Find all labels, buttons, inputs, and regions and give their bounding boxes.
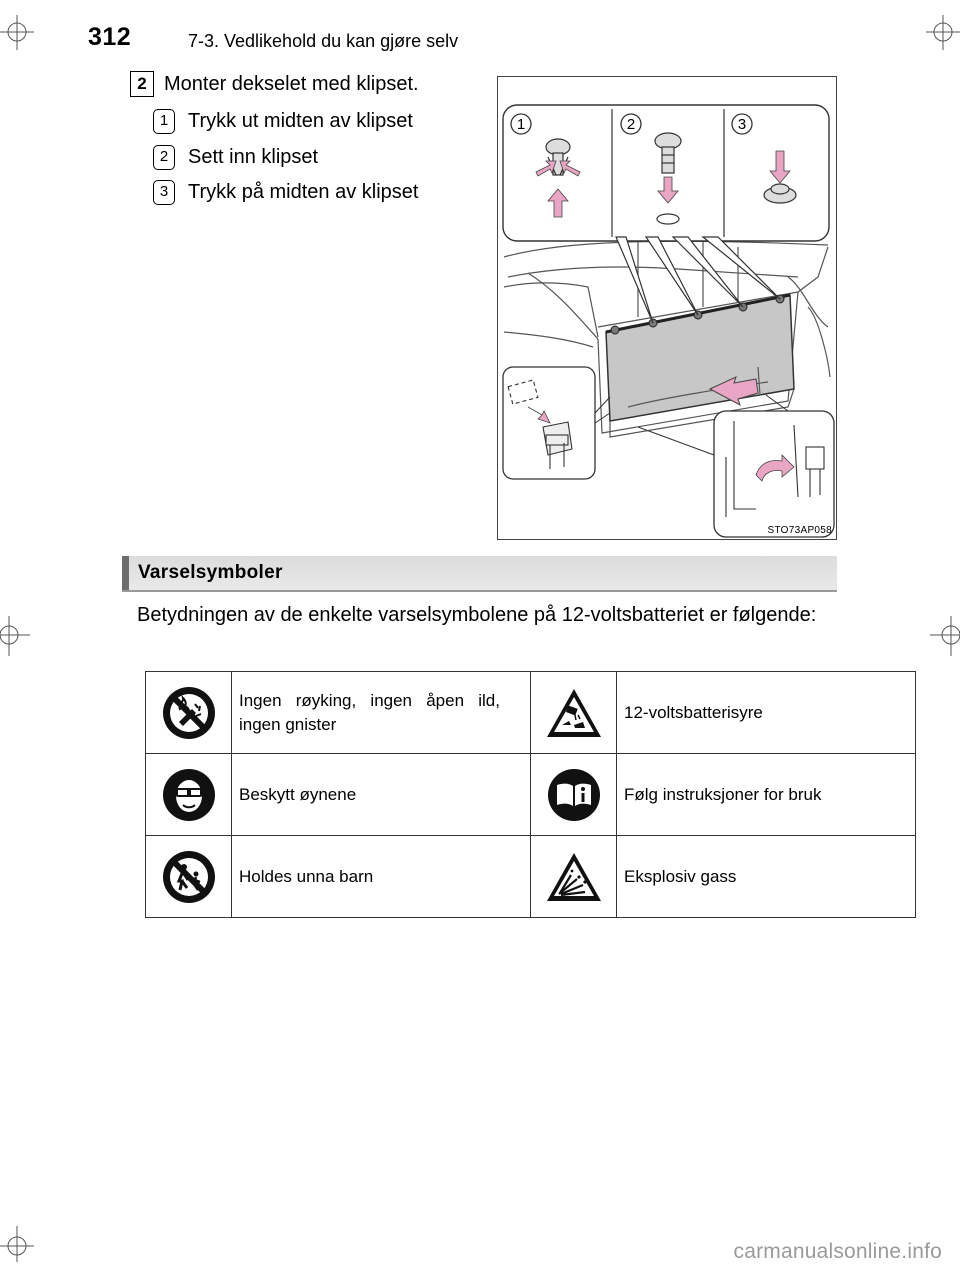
substep-number: 1: [153, 109, 175, 134]
symbol-cell: [146, 672, 232, 754]
clip-installation-illustration: [497, 76, 837, 540]
section-header: [122, 556, 837, 592]
chapter-title: 7-3. Vedlikehold du kan gjøre selv: [188, 31, 459, 51]
substep-number: 2: [153, 145, 175, 170]
symbol-cell: [146, 836, 232, 918]
crop-mark-bottom-left: [0, 1226, 40, 1276]
section-intro: Betydningen av de enkelte varselsymbolene på 12-voltsbatteriet er følgende:: [137, 604, 817, 626]
symbol-cell: [531, 754, 617, 836]
section-title: Varselsymboler: [138, 562, 283, 583]
panel-label: 2: [626, 116, 636, 133]
substep-text: Trykk ut midten av klipset: [188, 110, 413, 132]
figure-code: STO73AP058: [767, 525, 832, 536]
symbol-label: 12-voltsbatterisyre: [624, 702, 763, 722]
illustration-drawing: [498, 77, 837, 540]
crop-mark-top-left: [0, 0, 40, 50]
step-number-box: 2: [130, 71, 154, 97]
symbol-label: Holdes unna barn: [239, 866, 374, 886]
panel-label: 3: [737, 116, 747, 133]
substep-text: Sett inn klipset: [188, 146, 319, 168]
eye-protection-icon: [162, 768, 216, 822]
battery-acid-icon: [545, 687, 603, 739]
crop-mark-mid-left: [0, 612, 30, 662]
keep-away-children-icon: [162, 850, 216, 904]
section-accent: [122, 556, 129, 590]
read-instructions-icon: [547, 768, 601, 822]
symbol-label: Beskytt øynene: [239, 784, 357, 804]
symbol-description: [617, 754, 916, 836]
warning-symbols-table: [145, 671, 916, 918]
symbol-cell: [531, 672, 617, 754]
symbol-description: [232, 836, 531, 918]
symbol-label: Ingen røyking, ingen åpen ild, ingen gnister: [239, 690, 500, 734]
symbol-description: [617, 672, 916, 754]
symbol-description: [232, 754, 531, 836]
symbol-cell: [146, 754, 232, 836]
symbol-description: [617, 836, 916, 918]
step-instruction: Monter dekselet med klipset.: [164, 73, 419, 95]
substep-number: 3: [153, 180, 175, 205]
crop-mark-top-right: [920, 0, 960, 50]
page-number: 312: [88, 23, 132, 51]
watermark: carmanualsonline.info: [733, 1240, 942, 1263]
symbol-label: Følg instruksjoner for bruk: [624, 784, 822, 804]
no-smoking-icon: [162, 686, 216, 740]
table-row: [146, 836, 916, 918]
symbol-cell: [531, 836, 617, 918]
symbol-description: [232, 672, 531, 754]
substep-text: Trykk på midten av klipset: [188, 181, 419, 203]
table-row: [146, 672, 916, 754]
crop-mark-mid-right: [930, 612, 960, 662]
symbol-label: Eksplosiv gass: [624, 866, 737, 886]
table-row: [146, 754, 916, 836]
panel-label: 1: [516, 116, 526, 133]
explosive-gas-icon: [545, 851, 603, 903]
